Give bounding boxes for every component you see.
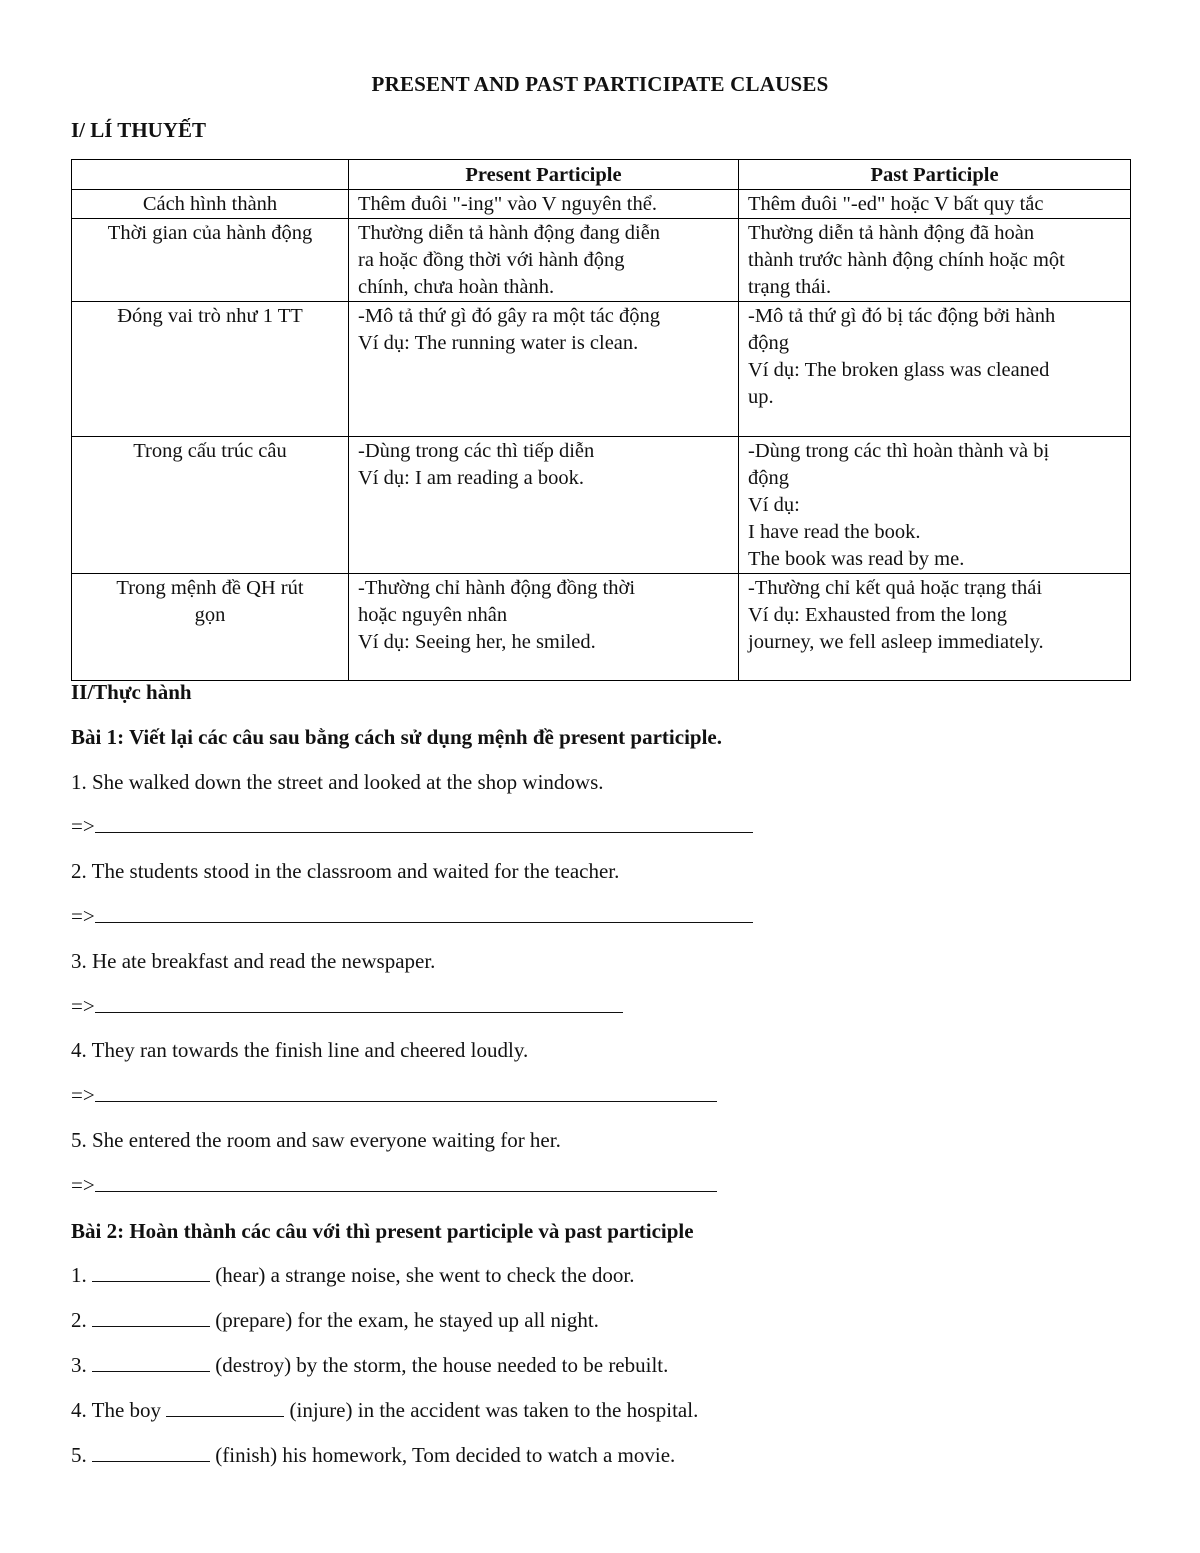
row-label — [72, 219, 349, 302]
header-empty — [72, 160, 349, 190]
cell-line: -Thường chỉ kết quả hoặc trạng thái — [748, 577, 1043, 599]
cell-line: Ví dụ: The running water is clean. — [358, 332, 639, 354]
header-present-participle: Present Participle — [349, 160, 739, 190]
cell-line: -Dùng trong các thì hoàn thành và bị — [748, 440, 1050, 462]
past-cell — [739, 574, 1131, 681]
item-text-before: 2. — [71, 1308, 92, 1332]
past-cell — [739, 302, 1131, 437]
fill-blank[interactable] — [92, 1263, 210, 1282]
exercise1-answer-line[interactable] — [71, 1083, 717, 1108]
exercise1-answer-line[interactable] — [71, 994, 623, 1019]
exercise1-item: 3. He ate breakfast and read the newspaper. — [71, 949, 436, 973]
item-text-after: (prepare) for the exam, he stayed up all night. — [210, 1308, 599, 1332]
fill-blank[interactable] — [92, 1308, 210, 1327]
table-row — [72, 437, 1131, 574]
cell-line: up. — [748, 386, 774, 408]
exercise2-title: Bài 2: Hoàn thành các câu với thì present participle và past participle — [71, 1219, 694, 1243]
row-label — [72, 302, 349, 437]
header-past-participle: Past Participle — [739, 160, 1131, 190]
cell-line: -Dùng trong các thì tiếp diễn — [358, 440, 595, 462]
cell-line: Ví dụ: I am reading a book. — [358, 467, 585, 489]
answer-prefix: => — [71, 1173, 95, 1197]
item-text-before: 4. The boy — [71, 1398, 167, 1422]
present-cell — [349, 437, 739, 574]
present-cell — [349, 219, 739, 302]
cell-line: -Mô tả thứ gì đó bị tác động bởi hành — [748, 305, 1056, 327]
present-cell — [349, 302, 739, 437]
cell-line: Thường diễn tả hành động đã hoàn — [748, 222, 1035, 244]
cell-line: Ví dụ: — [748, 494, 800, 516]
cell-line: Ví dụ: The broken glass was cleaned — [748, 359, 1050, 381]
cell-line: Thêm đuôi "-ed" hoặc V bất quy tắc — [748, 193, 1044, 215]
answer-blank[interactable] — [95, 814, 753, 833]
cell-line: trạng thái. — [748, 276, 832, 298]
exercise2-item — [71, 1353, 668, 1378]
exercise1-answer-line[interactable] — [71, 814, 753, 839]
exercise1-answer-line[interactable] — [71, 1173, 717, 1198]
row-label — [72, 190, 349, 219]
cell-line: I have read the book. — [748, 521, 921, 543]
exercise1-item: 1. She walked down the street and looked at the shop windows. — [71, 770, 604, 794]
present-cell — [349, 574, 739, 681]
answer-blank[interactable] — [95, 904, 753, 923]
answer-blank[interactable] — [95, 994, 623, 1013]
cell-line: -Mô tả thứ gì đó gây ra một tác động — [358, 305, 661, 327]
fill-blank[interactable] — [166, 1398, 284, 1417]
exercise2-item — [71, 1443, 675, 1468]
cell-line: Ví dụ: Seeing her, he smiled. — [358, 631, 596, 653]
cell-line: động — [748, 332, 789, 354]
answer-blank[interactable] — [95, 1083, 717, 1102]
exercise2-item — [71, 1308, 599, 1333]
present-cell — [349, 190, 739, 219]
cell-line: Thời gian của hành động — [107, 222, 313, 244]
item-text-after: (destroy) by the storm, the house needed to be rebuilt. — [210, 1353, 669, 1377]
theory-table — [71, 159, 1131, 681]
exercise2-item — [71, 1398, 698, 1423]
cell-line: Ví dụ: Exhausted from the long — [748, 604, 1008, 626]
item-text-after: (injure) in the accident was taken to the hospital. — [284, 1398, 699, 1422]
answer-blank[interactable] — [95, 1173, 717, 1192]
cell-line: Trong cấu trúc câu — [133, 440, 287, 462]
table-header-row — [72, 160, 1131, 190]
cell-line: journey, we fell asleep immediately. — [748, 631, 1044, 653]
answer-prefix: => — [71, 994, 95, 1018]
table-row — [72, 302, 1131, 437]
fill-blank[interactable] — [92, 1353, 210, 1372]
cell-line: Trong mệnh đề QH rút — [116, 577, 304, 599]
item-text-before: 3. — [71, 1353, 92, 1377]
cell-line: gọn — [194, 604, 226, 626]
cell-line: Thêm đuôi "-ing" vào V nguyên thể. — [358, 193, 657, 215]
cell-line: Đóng vai trò như 1 TT — [117, 305, 303, 327]
past-cell — [739, 219, 1131, 302]
table-row — [72, 219, 1131, 302]
answer-prefix: => — [71, 814, 95, 838]
cell-line: chính, chưa hoàn thành. — [358, 276, 555, 298]
document-title: PRESENT AND PAST PARTICIPATE CLAUSES — [371, 72, 829, 96]
item-text-before: 5. — [71, 1443, 92, 1467]
exercise1-item: 5. She entered the room and saw everyone waiting for her. — [71, 1128, 561, 1152]
exercise2-item — [71, 1263, 635, 1288]
table-row — [72, 574, 1131, 681]
cell-line: Thường diễn tả hành động đang diễn — [358, 222, 661, 244]
past-cell — [739, 437, 1131, 574]
row-label — [72, 437, 349, 574]
cell-line: thành trước hành động chính hoặc một — [748, 249, 1065, 271]
item-text-after: (finish) his homework, Tom decided to watch a movie. — [210, 1443, 676, 1467]
answer-prefix: => — [71, 904, 95, 928]
exercise1-item: 2. The students stood in the classroom and waited for the teacher. — [71, 859, 620, 883]
cell-line: động — [748, 467, 789, 489]
cell-line: hoặc nguyên nhân — [358, 604, 508, 626]
past-cell — [739, 190, 1131, 219]
fill-blank[interactable] — [92, 1443, 210, 1462]
cell-line: The book was read by me. — [748, 548, 965, 570]
table-row — [72, 190, 1131, 219]
row-label — [72, 574, 349, 681]
cell-line: Cách hình thành — [142, 193, 278, 215]
answer-prefix: => — [71, 1083, 95, 1107]
theory-heading: I/ LÍ THUYẾT — [71, 118, 206, 142]
exercise1-title: Bài 1: Viết lại các câu sau bằng cách sử dụng mệnh đề present participle. — [71, 725, 722, 749]
practice-heading: II/Thực hành — [71, 680, 192, 704]
cell-line: -Thường chỉ hành động đồng thời — [358, 577, 636, 599]
item-text-after: (hear) a strange noise, she went to check the door. — [210, 1263, 635, 1287]
cell-line: ra hoặc đồng thời với hành động — [358, 249, 625, 271]
item-text-before: 1. — [71, 1263, 92, 1287]
exercise1-answer-line[interactable] — [71, 904, 753, 929]
exercise1-item: 4. They ran towards the finish line and cheered loudly. — [71, 1038, 529, 1062]
